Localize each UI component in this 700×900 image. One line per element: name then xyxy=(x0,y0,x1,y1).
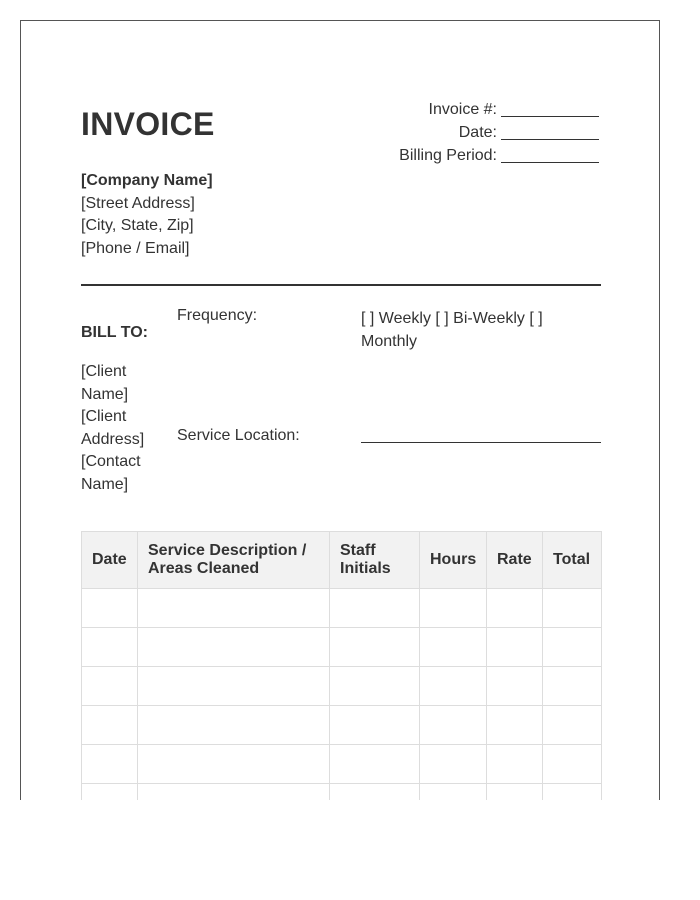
client-contact-name: [Contact Name] xyxy=(81,453,141,493)
invoice-number-label: Invoice #: xyxy=(428,101,497,118)
header-divider xyxy=(81,284,601,286)
table-cell[interactable] xyxy=(487,706,543,745)
table-cell[interactable] xyxy=(330,667,420,706)
client-address: [Client Address] xyxy=(81,408,145,448)
service-location-field[interactable] xyxy=(361,442,601,443)
billing-period-field[interactable] xyxy=(501,147,599,163)
table-cell[interactable] xyxy=(82,628,138,667)
company-city: [City, State, Zip] xyxy=(81,217,194,234)
column-header-hours: Hours xyxy=(420,532,487,589)
table-row xyxy=(82,589,602,628)
service-table xyxy=(81,531,602,800)
billing-period-label: Billing Period: xyxy=(399,147,497,164)
table-cell[interactable] xyxy=(138,667,330,706)
table-cell[interactable] xyxy=(487,745,543,784)
table-row xyxy=(82,628,602,667)
table-row xyxy=(82,745,602,784)
table-cell[interactable] xyxy=(543,706,602,745)
table-cell[interactable] xyxy=(487,589,543,628)
billing-period-row xyxy=(399,144,599,167)
company-name: [Company Name] xyxy=(81,172,213,189)
table-cell[interactable] xyxy=(543,745,602,784)
table-cell[interactable] xyxy=(543,667,602,706)
service-location-label: Service Location: xyxy=(177,427,300,444)
column-header-staff-initials: Staff Initials xyxy=(330,532,420,589)
table-cell[interactable] xyxy=(330,589,420,628)
table-cell[interactable] xyxy=(543,628,602,667)
table-cell[interactable] xyxy=(420,745,487,784)
column-header-date: Date xyxy=(82,532,138,589)
table-cell[interactable] xyxy=(330,628,420,667)
column-header-rate: Rate xyxy=(487,532,543,589)
frequency-options[interactable]: [ ] Weekly [ ] Bi-Weekly [ ] Monthly xyxy=(361,310,543,350)
table-cell[interactable] xyxy=(420,706,487,745)
invoice-page xyxy=(20,20,660,800)
table-cell[interactable] xyxy=(138,745,330,784)
table-cell[interactable] xyxy=(82,706,138,745)
table-cell[interactable] xyxy=(543,784,602,801)
table-cell[interactable] xyxy=(82,784,138,801)
invoice-date-label: Date: xyxy=(458,124,497,141)
invoice-date-row xyxy=(399,121,599,144)
column-header-description: Service Description / Areas Cleaned xyxy=(138,532,330,589)
table-cell[interactable] xyxy=(420,667,487,706)
table-cell[interactable] xyxy=(487,667,543,706)
table-cell[interactable] xyxy=(330,784,420,801)
table-cell[interactable] xyxy=(330,745,420,784)
table-cell[interactable] xyxy=(487,628,543,667)
table-cell[interactable] xyxy=(82,589,138,628)
table-cell[interactable] xyxy=(420,628,487,667)
company-block xyxy=(81,170,213,260)
table-row xyxy=(82,706,602,745)
client-name: [Client Name] xyxy=(81,363,129,403)
table-cell[interactable] xyxy=(138,706,330,745)
table-cell[interactable] xyxy=(420,589,487,628)
invoice-number-field[interactable] xyxy=(501,101,599,117)
table-cell[interactable] xyxy=(543,589,602,628)
bill-to-label: BILL TO: xyxy=(81,324,148,341)
table-header-row xyxy=(82,532,602,589)
invoice-number-row xyxy=(399,98,599,121)
table-cell[interactable] xyxy=(487,784,543,801)
table-row xyxy=(82,784,602,801)
company-contact: [Phone / Email] xyxy=(81,239,190,257)
table-cell[interactable] xyxy=(138,628,330,667)
invoice-title: INVOICE xyxy=(81,106,215,142)
invoice-date-field[interactable] xyxy=(501,124,599,140)
table-cell[interactable] xyxy=(82,745,138,784)
table-cell[interactable] xyxy=(420,784,487,801)
table-row xyxy=(82,667,602,706)
frequency-label: Frequency: xyxy=(177,307,258,324)
company-street: [Street Address] xyxy=(81,194,195,212)
table-cell[interactable] xyxy=(82,667,138,706)
table-cell[interactable] xyxy=(330,706,420,745)
table-cell[interactable] xyxy=(138,589,330,628)
client-block xyxy=(81,361,161,496)
invoice-meta xyxy=(399,98,599,167)
table-cell[interactable] xyxy=(138,784,330,801)
column-header-total: Total xyxy=(543,532,602,589)
